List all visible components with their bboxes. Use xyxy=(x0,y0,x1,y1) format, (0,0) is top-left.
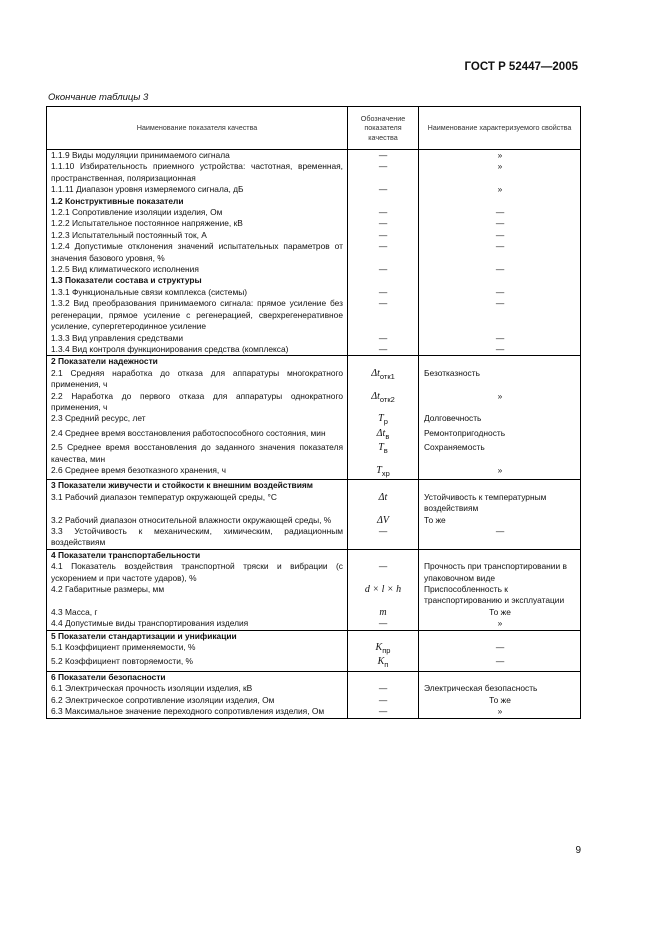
document-header: ГОСТ Р 52447—2005 xyxy=(464,61,578,73)
table-row xyxy=(47,218,581,229)
indicator-name: 1.1.10 Избирательность приемного устройства: частотная, временная, пространственная, поляризационная xyxy=(47,161,348,184)
indicator-symbol xyxy=(348,391,419,414)
table-row xyxy=(47,264,581,275)
table-row xyxy=(47,584,581,607)
table-row xyxy=(47,333,581,344)
indicator-symbol: — xyxy=(348,150,419,162)
indicator-symbol xyxy=(348,671,419,683)
characterized-property: » xyxy=(419,161,581,184)
column-header-property: Наименование характеризуемого свойства xyxy=(419,107,581,150)
indicator-symbol: — xyxy=(348,526,419,549)
symbol-subscript: р xyxy=(383,417,388,427)
indicator-symbol: — xyxy=(348,706,419,718)
characterized-property: Приспособленность к транспортированию и эксплуатации xyxy=(419,584,581,607)
indicator-symbol: — xyxy=(348,695,419,706)
indicator-symbol xyxy=(348,549,419,561)
characterized-property: — xyxy=(419,642,581,656)
column-header-name: Наименование показателя качества xyxy=(47,107,348,150)
indicator-symbol xyxy=(348,196,419,207)
indicator-name: 2 Показатели надежности xyxy=(47,356,348,368)
symbol-main: ΔV xyxy=(377,514,389,526)
symbol-main: $K_{пр}$ xyxy=(375,642,391,656)
indicator-name: 1.3 Показатели состава и структуры xyxy=(47,275,348,286)
table-row xyxy=(47,161,581,184)
symbol-main: $T_{хр}$ xyxy=(376,464,390,478)
indicator-name: 1.2.1 Сопротивление изоляции изделия, Ом xyxy=(47,207,348,218)
characterized-property: » xyxy=(419,391,581,414)
indicator-symbol: — xyxy=(348,683,419,694)
characterized-property xyxy=(419,480,581,492)
indicator-symbol xyxy=(348,368,419,391)
characterized-property: — xyxy=(419,241,581,264)
indicator-symbol: — xyxy=(348,161,419,184)
characterized-property: » xyxy=(419,618,581,630)
indicator-symbol: — xyxy=(348,264,419,275)
symbol-main: $T_р$ xyxy=(378,413,388,427)
section-row xyxy=(47,196,581,207)
table-caption: Окончание таблицы 3 xyxy=(48,92,149,103)
section-row xyxy=(47,356,581,368)
indicator-symbol xyxy=(348,413,419,427)
characterized-property xyxy=(419,196,581,207)
quality-indicators-table xyxy=(46,106,581,719)
indicator-name: 3.3 Устойчивость к механическим, химическим, радиационным воздействиям xyxy=(47,526,348,549)
indicator-symbol xyxy=(348,642,419,656)
symbol-subscript: в xyxy=(385,431,390,441)
table-row xyxy=(47,561,581,584)
indicator-name: 5.2 Коэффициент повторяемости, % xyxy=(47,656,348,671)
characterized-property: То же xyxy=(419,695,581,706)
indicator-name: 1.3.3 Вид управления средствами xyxy=(47,333,348,344)
indicator-name: 5.1 Коэффициент применяемости, % xyxy=(47,642,348,656)
indicator-symbol xyxy=(348,607,419,618)
table-row xyxy=(47,526,581,549)
indicator-symbol: — xyxy=(348,344,419,356)
page-number: 9 xyxy=(575,845,581,856)
section-row xyxy=(47,630,581,642)
symbol-main: m xyxy=(379,606,387,618)
table-row xyxy=(47,230,581,241)
indicator-name: 2.4 Среднее время восстановления работоспособного состояния, мин xyxy=(47,428,348,442)
table-row xyxy=(47,413,581,427)
table-row xyxy=(47,656,581,671)
indicator-symbol xyxy=(348,480,419,492)
symbol-subscript: отк1 xyxy=(379,371,395,381)
indicator-name: 4.4 Допустимые виды транспортирования изделия xyxy=(47,618,348,630)
table-row xyxy=(47,465,581,480)
indicator-name: 1.2 Конструктивные показатели xyxy=(47,196,348,207)
indicator-symbol: — xyxy=(348,241,419,264)
characterized-property xyxy=(419,671,581,683)
indicator-symbol xyxy=(348,492,419,515)
indicator-symbol: — xyxy=(348,184,419,195)
characterized-property: — xyxy=(419,344,581,356)
indicator-symbol: — xyxy=(348,298,419,332)
indicator-name: 4.2 Габаритные размеры, мм xyxy=(47,584,348,607)
characterized-property: Безотказность xyxy=(419,368,581,391)
section-row xyxy=(47,480,581,492)
symbol-main: $\Delta t_{отк1}$ xyxy=(371,367,395,381)
characterized-property: » xyxy=(419,184,581,195)
indicator-name: 2.1 Средняя наработка до отказа для аппаратуры многократного применения, ч xyxy=(47,368,348,391)
indicator-name: 6 Показатели безопасности xyxy=(47,671,348,683)
indicator-name: 5 Показатели стандартизации и унификации xyxy=(47,630,348,642)
indicator-symbol xyxy=(348,584,419,607)
characterized-property: — xyxy=(419,218,581,229)
indicator-name: 1.1.9 Виды модуляции принимаемого сигнала xyxy=(47,150,348,162)
indicator-name: 6.1 Электрическая прочность изоляции изделия, кВ xyxy=(47,683,348,694)
indicator-name: 4.3 Масса, г xyxy=(47,607,348,618)
symbol-main: $T_в$ xyxy=(378,442,388,456)
characterized-property: Ремонтопригодность xyxy=(419,428,581,442)
table-row xyxy=(47,241,581,264)
indicator-symbol xyxy=(348,428,419,442)
indicator-name: 6.3 Максимальное значение переходного сопротивления изделия, Ом xyxy=(47,706,348,718)
indicator-name: 1.3.1 Функциональные связи комплекса (системы) xyxy=(47,287,348,298)
indicator-symbol xyxy=(348,442,419,465)
characterized-property xyxy=(419,275,581,286)
section-row xyxy=(47,549,581,561)
symbol-subscript: пр xyxy=(382,646,391,656)
characterized-property: — xyxy=(419,526,581,549)
characterized-property xyxy=(419,549,581,561)
symbol-main: $\Delta t_в$ xyxy=(376,427,390,441)
table-row xyxy=(47,683,581,694)
indicator-symbol xyxy=(348,630,419,642)
characterized-property: Устойчивость к температурным воздействиям xyxy=(419,492,581,515)
characterized-property: — xyxy=(419,656,581,671)
section-row xyxy=(47,275,581,286)
indicator-symbol: — xyxy=(348,207,419,218)
indicator-symbol xyxy=(348,465,419,480)
characterized-property: — xyxy=(419,230,581,241)
characterized-property: » xyxy=(419,150,581,162)
indicator-name: 1.1.11 Диапазон уровня измеряемого сигнала, дБ xyxy=(47,184,348,195)
characterized-property xyxy=(419,630,581,642)
table-row xyxy=(47,515,581,526)
indicator-name: 3.2 Рабочий диапазон относительной влажности окружающей среды, % xyxy=(47,515,348,526)
indicator-symbol: — xyxy=(348,287,419,298)
characterized-property xyxy=(419,356,581,368)
characterized-property: » xyxy=(419,706,581,718)
section-row xyxy=(47,671,581,683)
indicator-name: 1.2.4 Допустимые отклонения значений испытательных параметров от значения базового уровня, % xyxy=(47,241,348,264)
indicator-name: 1.2.5 Вид климатического исполнения xyxy=(47,264,348,275)
indicator-name: 4.1 Показатель воздействия транспортной тряски и вибрации (с ускорением и при частоте ударов), % xyxy=(47,561,348,584)
column-header-symbol: Обозначение показателя качества xyxy=(348,107,419,150)
symbol-subscript: отк2 xyxy=(379,394,395,404)
table-row xyxy=(47,607,581,618)
table-row xyxy=(47,298,581,332)
indicator-name: 2.5 Среднее время восстановления до заданного значения показателя качества, мин xyxy=(47,442,348,465)
table-body xyxy=(47,150,581,719)
indicator-symbol: — xyxy=(348,218,419,229)
characterized-property: — xyxy=(419,333,581,344)
indicator-name: 1.2.2 Испытательное постоянное напряжение, кВ xyxy=(47,218,348,229)
indicator-name: 3.1 Рабочий диапазон температур окружающей среды, °С xyxy=(47,492,348,515)
table-row xyxy=(47,642,581,656)
characterized-property: Долговечность xyxy=(419,413,581,427)
indicator-name: 1.3.4 Вид контроля функционирования средства (комплекса) xyxy=(47,344,348,356)
table-row xyxy=(47,695,581,706)
symbol-main: d × l × h xyxy=(364,584,402,596)
characterized-property: То же xyxy=(419,515,581,526)
table-row xyxy=(47,706,581,718)
indicator-symbol: — xyxy=(348,561,419,584)
indicator-symbol: — xyxy=(348,618,419,630)
indicator-symbol xyxy=(348,656,419,671)
table-row xyxy=(47,207,581,218)
indicator-name: 1.2.3 Испытательный постоянный ток, А xyxy=(47,230,348,241)
table-row xyxy=(47,184,581,195)
indicator-symbol xyxy=(348,515,419,526)
table-row xyxy=(47,618,581,630)
indicator-symbol xyxy=(348,275,419,286)
characterized-property: Электрическая безопасность xyxy=(419,683,581,694)
table-row xyxy=(47,344,581,356)
characterized-property: » xyxy=(419,465,581,480)
table-row xyxy=(47,492,581,515)
symbol-subscript: в xyxy=(383,446,388,456)
characterized-property: То же xyxy=(419,607,581,618)
indicator-name: 2.2 Наработка до первого отказа для аппаратуры однократного применения, ч xyxy=(47,391,348,414)
table-row xyxy=(47,150,581,162)
symbol-main: $\Delta t_{отк2}$ xyxy=(371,390,395,404)
symbol-subscript: хр xyxy=(381,468,390,478)
indicator-name: 4 Показатели транспортабельности xyxy=(47,549,348,561)
indicator-symbol: — xyxy=(348,230,419,241)
symbol-main: Δt xyxy=(378,491,388,503)
characterized-property: — xyxy=(419,264,581,275)
indicator-name: 2.6 Среднее время безотказного хранения, ч xyxy=(47,465,348,480)
symbol-main: $K_п$ xyxy=(377,656,389,670)
indicator-symbol: — xyxy=(348,333,419,344)
table-row xyxy=(47,428,581,442)
table-row xyxy=(47,368,581,391)
characterized-property: — xyxy=(419,298,581,332)
symbol-subscript: п xyxy=(384,660,389,670)
table-row xyxy=(47,442,581,465)
characterized-property: Сохраняемость xyxy=(419,442,581,465)
characterized-property: — xyxy=(419,287,581,298)
table-row xyxy=(47,391,581,414)
indicator-symbol xyxy=(348,356,419,368)
indicator-name: 6.2 Электрическое сопротивление изоляции изделия, Ом xyxy=(47,695,348,706)
table-header-row xyxy=(47,107,581,150)
indicator-name: 2.3 Средний ресурс, лет xyxy=(47,413,348,427)
table-row xyxy=(47,287,581,298)
characterized-property: — xyxy=(419,207,581,218)
indicator-name: 3 Показатели живучести и стойкости к внешним воздействиям xyxy=(47,480,348,492)
indicator-name: 1.3.2 Вид преобразования принимаемого сигнала: прямое усиление без регенерации, прямое усиление с регенерацией, сверхрегенеративное усиление, супергетеродинное усиление xyxy=(47,298,348,332)
characterized-property: Прочность при транспортировании в упаковочном виде xyxy=(419,561,581,584)
